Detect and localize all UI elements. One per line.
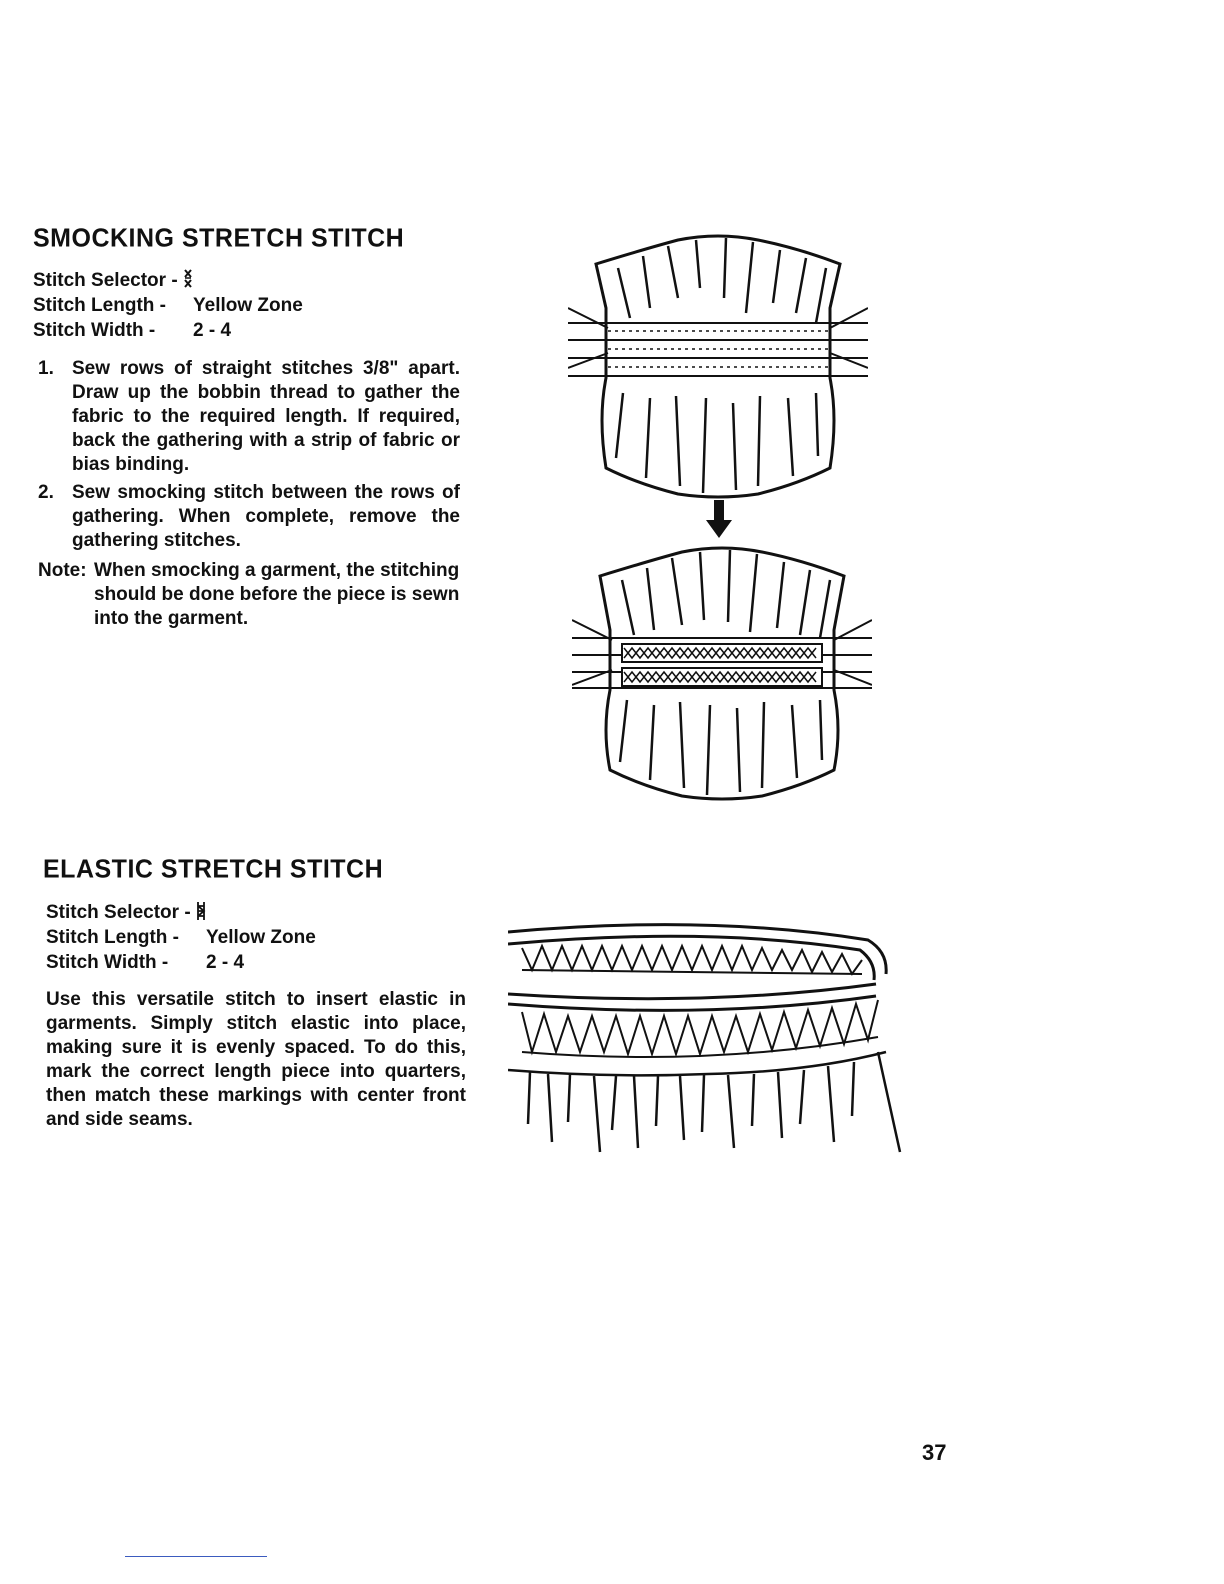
footer-rule xyxy=(125,1556,267,1557)
selector-label: Stitch Selector - xyxy=(33,270,178,291)
smocking-length-row xyxy=(33,293,303,318)
arrow-down-icon xyxy=(704,500,734,540)
selector-label: Stitch Selector - xyxy=(46,902,191,923)
page-number: 37 xyxy=(922,1440,947,1465)
smocking-steps xyxy=(38,357,460,631)
step-number: 2. xyxy=(38,482,54,503)
width-label: Stitch Width - xyxy=(46,952,169,973)
elastic-selector-row xyxy=(46,900,316,925)
step-text: Sew rows of straight stitches 3/8" apart. Draw up the bobbin thread to gather the fabric to the required length. If required, back the gathering with a strip of fabric or bias binding. xyxy=(72,358,460,475)
note-label: Note: xyxy=(38,560,87,581)
note-text: When smocking a garment, the stitching should be done before the piece is sewn into the garment. xyxy=(94,560,460,629)
smocking-settings xyxy=(33,268,303,343)
step-item xyxy=(38,481,460,553)
elastic-waistband-illustration xyxy=(508,912,908,1162)
step-number: 1. xyxy=(38,358,54,379)
step-text: Sew smocking stitch between the rows of gathering. When complete, remove the gathering stitches. xyxy=(72,482,460,551)
smocking-width-row xyxy=(33,318,303,343)
elastic-settings xyxy=(46,900,316,975)
elastic-stitch-symbol-icon xyxy=(196,900,206,922)
length-value: Yellow Zone xyxy=(193,295,303,316)
elastic-title: ELASTIC STRETCH STITCH xyxy=(43,854,384,884)
width-value: 2 - 4 xyxy=(193,320,232,341)
length-value: Yellow Zone xyxy=(206,927,316,948)
smocked-fabric-illustration xyxy=(572,540,872,810)
width-label: Stitch Width - xyxy=(33,320,156,341)
smocking-selector-row xyxy=(33,268,303,293)
gathered-fabric-illustration xyxy=(568,228,868,508)
elastic-body-text: Use this versatile stitch to insert elastic in garments. Simply stitch elastic into place, making sure it is evenly spaced. To do this, mark the correct length piece into quarters, then match these markings with center front and side seams. xyxy=(46,989,466,1130)
step-item xyxy=(38,357,460,477)
elastic-width-row xyxy=(46,950,316,975)
elastic-length-row xyxy=(46,925,316,950)
smocking-stitch-symbol-icon xyxy=(183,268,193,290)
length-label: Stitch Length - xyxy=(46,927,179,948)
smocking-note xyxy=(38,559,460,631)
width-value: 2 - 4 xyxy=(206,952,245,973)
smocking-title: SMOCKING STRETCH STITCH xyxy=(33,223,405,253)
length-label: Stitch Length - xyxy=(33,295,166,316)
